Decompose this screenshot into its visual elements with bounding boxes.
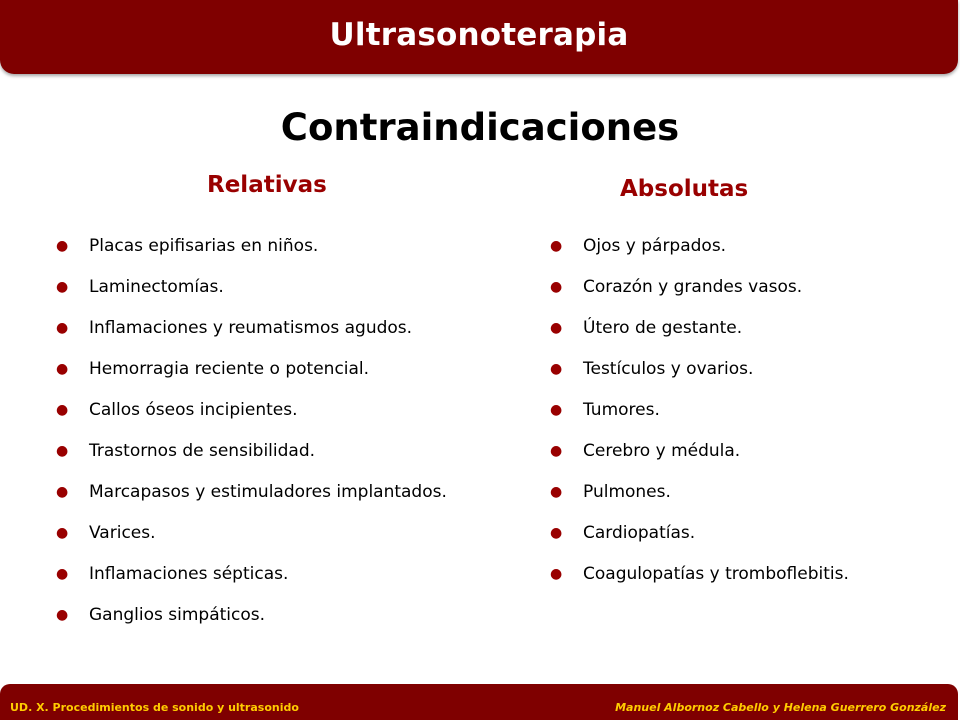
bullet-dot-icon: ● bbox=[550, 237, 563, 254]
list-item-text: Útero de gestante. bbox=[583, 317, 743, 338]
bullet-dot-icon: ● bbox=[56, 360, 69, 377]
list-item bbox=[56, 430, 447, 471]
title-banner bbox=[0, 0, 958, 74]
bullet-dot-icon: ● bbox=[550, 360, 563, 377]
list-item bbox=[550, 389, 849, 430]
list-item-text: Inflamaciones y reumatismos agudos. bbox=[89, 317, 413, 338]
list-item-text: Cerebro y médula. bbox=[583, 440, 741, 461]
list-item bbox=[56, 307, 447, 348]
relativas-list bbox=[56, 225, 447, 635]
list-item bbox=[550, 471, 849, 512]
list-item-text: Laminectomías. bbox=[89, 276, 224, 297]
list-item-text: Inflamaciones sépticas. bbox=[89, 563, 289, 584]
list-item-text: Pulmones. bbox=[583, 481, 671, 502]
list-item bbox=[550, 307, 849, 348]
bullet-dot-icon: ● bbox=[550, 442, 563, 459]
bullet-dot-icon: ● bbox=[56, 401, 69, 418]
list-item-text: Ojos y párpados. bbox=[583, 235, 727, 256]
list-item-text: Coagulopatías y tromboflebitis. bbox=[583, 563, 849, 584]
list-item-text: Trastornos de sensibilidad. bbox=[89, 440, 316, 461]
footer-authors: Manuel Albornoz Cabello y Helena Guerrero González bbox=[615, 701, 946, 714]
list-item bbox=[56, 389, 447, 430]
footer-unit-label: UD. X. Procedimientos de sonido y ultrasonido bbox=[10, 701, 299, 714]
list-item-text: Corazón y grandes vasos. bbox=[583, 276, 803, 297]
bullet-dot-icon: ● bbox=[56, 606, 69, 623]
bullet-dot-icon: ● bbox=[56, 524, 69, 541]
list-item-text: Hemorragia reciente o potencial. bbox=[89, 358, 370, 379]
list-item-text: Ganglios simpáticos. bbox=[89, 604, 266, 625]
list-item bbox=[550, 266, 849, 307]
bullet-dot-icon: ● bbox=[550, 524, 563, 541]
list-item-text: Tumores. bbox=[583, 399, 660, 420]
bullet-dot-icon: ● bbox=[550, 278, 563, 295]
list-item bbox=[56, 512, 447, 553]
list-item bbox=[550, 225, 849, 266]
list-item-text: Varices. bbox=[89, 522, 156, 543]
list-item-text: Cardiopatías. bbox=[583, 522, 696, 543]
list-item-text: Callos óseos incipientes. bbox=[89, 399, 298, 420]
list-item bbox=[56, 348, 447, 389]
bullet-dot-icon: ● bbox=[550, 565, 563, 582]
list-item-text: Marcapasos y estimuladores implantados. bbox=[89, 481, 447, 502]
relativas-heading: Relativas bbox=[207, 172, 327, 198]
list-item bbox=[56, 471, 447, 512]
bullet-dot-icon: ● bbox=[56, 442, 69, 459]
list-item-text: Placas epifisarias en niños. bbox=[89, 235, 319, 256]
bullet-dot-icon: ● bbox=[56, 319, 69, 336]
main-heading: Contraindicaciones bbox=[280, 106, 680, 149]
list-item bbox=[56, 225, 447, 266]
list-item bbox=[550, 348, 849, 389]
list-item bbox=[550, 512, 849, 553]
slide-title: Ultrasonoterapia bbox=[329, 17, 629, 53]
bullet-dot-icon: ● bbox=[550, 483, 563, 500]
list-item bbox=[550, 553, 849, 594]
list-item bbox=[56, 553, 447, 594]
absolutas-list bbox=[550, 225, 849, 594]
bullet-dot-icon: ● bbox=[56, 237, 69, 254]
bullet-dot-icon: ● bbox=[56, 565, 69, 582]
bullet-dot-icon: ● bbox=[56, 483, 69, 500]
list-item bbox=[550, 430, 849, 471]
list-item-text: Testículos y ovarios. bbox=[583, 358, 754, 379]
bullet-dot-icon: ● bbox=[56, 278, 69, 295]
list-item bbox=[56, 266, 447, 307]
absolutas-heading: Absolutas bbox=[620, 176, 749, 202]
footer-bar bbox=[0, 684, 958, 720]
bullet-dot-icon: ● bbox=[550, 319, 563, 336]
list-item bbox=[56, 594, 447, 635]
bullet-dot-icon: ● bbox=[550, 401, 563, 418]
